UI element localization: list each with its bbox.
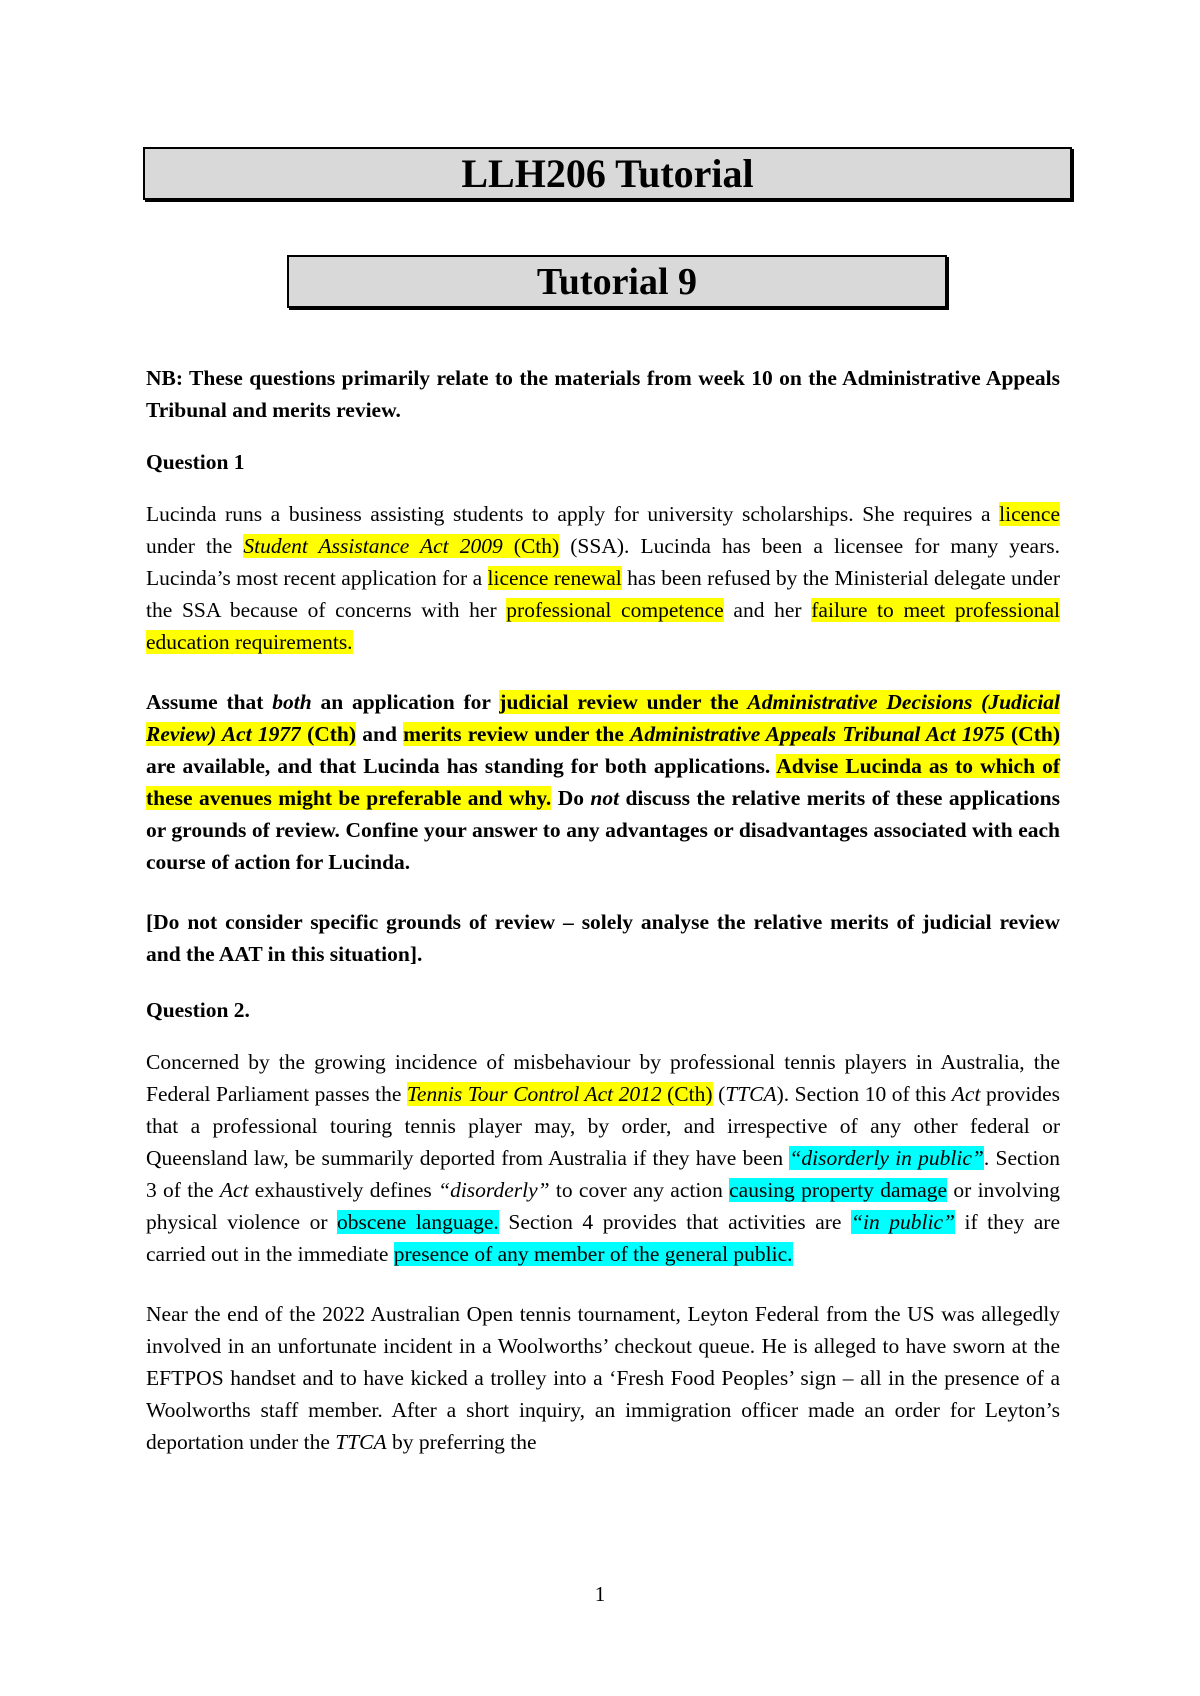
tutorial-title: Tutorial 9 (536, 260, 698, 303)
question-1-task: Assume that both an application for judicial review under the Administrative Decisions (Judicial Review) Act 1977 (Cth) and merits review under the Administrative Appeals Tribunal Act 1975 (Cth) are available, and that Lucinda has standing for both applications. Advise Lucinda as to which of these avenues might be preferable and why. Do not discuss the relative merits of these applications or grounds of review. Confine your answer to any advantages or disadvantages associated with each course of action for Lucinda. (146, 690, 1060, 874)
question-1-heading: Question 1 (146, 450, 245, 474)
course-title: LLH206 Tutorial (461, 151, 754, 196)
document-body (146, 362, 1060, 1458)
course-title-box (143, 147, 1072, 200)
question-2-heading: Question 2. (146, 998, 250, 1022)
question-2-facts: Near the end of the 2022 Australian Open tennis tournament, Leyton Federal from the US was allegedly involved in an unfortunate incident in a Woolworths’ checkout queue. He is alleged to have sworn at the EFTPOS handset and to have kicked a trolley into a ‘Fresh Food Peoples’ sign – all in the presence of a Woolworths staff member. After a short inquiry, an immigration officer made an order for Leyton’s deportation under the TTCA by preferring the (146, 1302, 1060, 1454)
page-number: 1 (594, 1582, 606, 1606)
nb-note: NB: These questions primarily relate to the materials from week 10 on the Administrative Appeals Tribunal and merits review. (146, 366, 1060, 422)
question-1-instruction: [Do not consider specific grounds of review – solely analyse the relative merits of judicial review and the AAT in this situation]. (146, 910, 1060, 966)
question-2-scenario: Concerned by the growing incidence of misbehaviour by professional tennis players in Australia, the Federal Parliament passes the Tennis Tour Control Act 2012 (Cth) (TTCA). Section 10 of this Act provides that a professional touring tennis player may, by order, and irrespective of any other federal or Queensland law, be summarily deported from Australia if they have been “disorderly in public”. Section 3 of the Act exhaustively defines “disorderly” to cover any action causing property damage or involving physical violence or obscene language. Section 4 provides that activities are “in public” if they are carried out in the immediate presence of any member of the general public. (146, 1050, 1060, 1266)
tutorial-title-box (287, 255, 947, 308)
question-1-scenario: Lucinda runs a business assisting students to apply for university scholarships. She requires a licence under the Student Assistance Act 2009 (Cth) (SSA). Lucinda has been a licensee for many years. Lucinda’s most recent application for a licence renewal has been refused by the Ministerial delegate under the SSA because of concerns with her professional competence and her failure to meet professional education requirements. (146, 502, 1061, 654)
